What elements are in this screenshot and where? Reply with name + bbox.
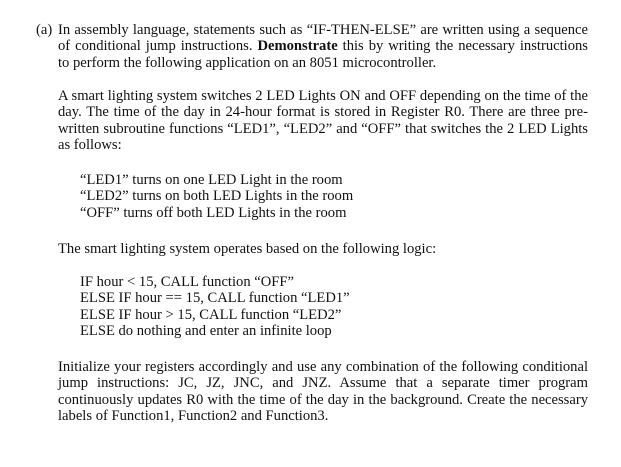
logic-list bbox=[80, 274, 560, 340]
logic-item-elseif-greater: ELSE IF hour > 15, CALL function “LED2” bbox=[80, 306, 342, 323]
logic-intro: The smart lighting system operates based on the following logic: bbox=[58, 241, 437, 257]
scenario-paragraph: A smart lighting system switches 2 LED Lights ON and OFF depending on the time of the day. The time of the day in 24-hour format is stored in Register R0. There are three pre-written subroutine functions “LED1”, “LED2” and “OFF” that switches the 2 LED Lights as follows: bbox=[58, 88, 588, 154]
function-item-led2: “LED2” turns on both LED Lights in the room bbox=[80, 188, 354, 205]
question-intro-bold: Demonstrate bbox=[257, 38, 338, 55]
function-item-led1: “LED1” turns on one LED Light in the room bbox=[80, 172, 343, 188]
logic-item-if: IF hour < 15, CALL function “OFF” bbox=[80, 274, 295, 290]
logic-item-elseif-equal: ELSE IF hour == 15, CALL function “LED1” bbox=[80, 290, 350, 307]
question-intro-rest: this by writing the necessary instructions to perform the following application on an 8051 microcontroller. bbox=[58, 38, 588, 71]
function-item-off: “OFF” turns off both LED Lights in the room bbox=[80, 204, 347, 221]
question-intro bbox=[58, 22, 588, 71]
question-label: (a) bbox=[36, 22, 53, 38]
logic-item-else: ELSE do nothing and enter an infinite loop bbox=[80, 323, 332, 340]
question-intro-text: In assembly language, statements such as “IF-THEN-ELSE” are written using a sequence of conditional jump instructions. bbox=[58, 22, 588, 55]
instructions-paragraph: Initialize your registers accordingly and use any combination of the following conditional jump instructions: JC, JZ, JNC, and JNZ. Assume that a separate timer program continuously updates R0 with the time of the day in the background. Create the necessary labels of Function1, Function2 and Function3. bbox=[58, 359, 588, 425]
function-list bbox=[80, 172, 560, 221]
